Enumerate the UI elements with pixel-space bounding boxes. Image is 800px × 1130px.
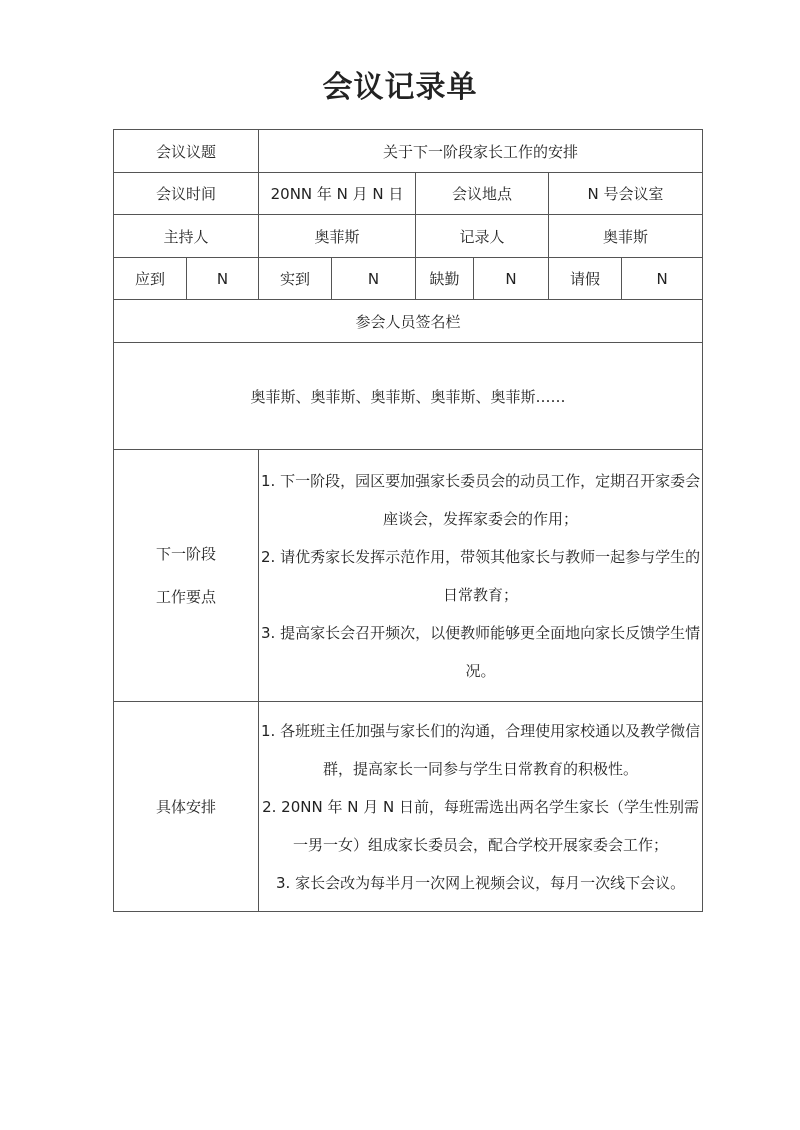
arrangement-item: 3. 家长会改为每半月一次网上视频会议，每月一次线下会议。 bbox=[276, 873, 686, 892]
host-recorder-row bbox=[114, 215, 703, 258]
attendance-row bbox=[114, 258, 703, 300]
actual-value: N bbox=[332, 258, 416, 300]
absent-value: N bbox=[474, 258, 549, 300]
key-points-label-line1: 下一阶段 bbox=[156, 544, 217, 563]
recorder-value: 奥菲斯 bbox=[549, 215, 703, 258]
time-value: 20NN 年 N 月 N 日 bbox=[259, 173, 416, 215]
actual-label: 实到 bbox=[259, 258, 332, 300]
key-points-label bbox=[114, 450, 259, 702]
topic-label: 会议议题 bbox=[114, 130, 259, 173]
arrangement-item: 1. 各班班主任加强与家长们的沟通，合理使用家校通以及教学微信群，提高家长一同参与学生日常教育的积极性。 bbox=[261, 721, 701, 778]
expected-label: 应到 bbox=[114, 258, 187, 300]
signature-row bbox=[114, 343, 703, 450]
key-point-item: 3. 提高家长会召开频次，以便教师能够更全面地向家长反馈学生情况。 bbox=[261, 623, 701, 680]
key-points-content bbox=[259, 450, 703, 702]
arrangements-row bbox=[114, 702, 703, 912]
topic-row bbox=[114, 130, 703, 173]
key-point-item: 2. 请优秀家长发挥示范作用，带领其他家长与教师一起参与学生的日常教育； bbox=[261, 547, 701, 604]
host-value: 奥菲斯 bbox=[259, 215, 416, 258]
key-point-item: 1. 下一阶段，园区要加强家长委员会的动员工作，定期召开家委会座谈会，发挥家委会的作用； bbox=[261, 471, 701, 528]
document-title: 会议记录单 bbox=[322, 70, 478, 105]
place-value: N 号会议室 bbox=[549, 173, 703, 215]
meeting-record-table bbox=[113, 129, 703, 912]
recorder-label: 记录人 bbox=[416, 215, 549, 258]
key-points-row bbox=[114, 450, 703, 702]
topic-value: 关于下一阶段家长工作的安排 bbox=[259, 130, 703, 173]
absent-label: 缺勤 bbox=[416, 258, 474, 300]
expected-value: N bbox=[187, 258, 259, 300]
time-place-row bbox=[114, 173, 703, 215]
host-label: 主持人 bbox=[114, 215, 259, 258]
signature-names: 奥菲斯、奥菲斯、奥菲斯、奥菲斯、奥菲斯…… bbox=[114, 343, 703, 450]
signature-header: 参会人员签名栏 bbox=[114, 300, 703, 343]
signature-header-row bbox=[114, 300, 703, 343]
key-points-label-line2: 工作要点 bbox=[156, 587, 217, 606]
leave-value: N bbox=[622, 258, 703, 300]
arrangement-item: 2. 20NN 年 N 月 N 日前，每班需选出两名学生家长（学生性别需一男一女）组成家长委员会，配合学校开展家委会工作； bbox=[262, 797, 699, 854]
arrangements-label: 具体安排 bbox=[114, 702, 259, 912]
leave-label: 请假 bbox=[549, 258, 622, 300]
place-label: 会议地点 bbox=[416, 173, 549, 215]
time-label: 会议时间 bbox=[114, 173, 259, 215]
arrangements-content bbox=[259, 702, 703, 912]
